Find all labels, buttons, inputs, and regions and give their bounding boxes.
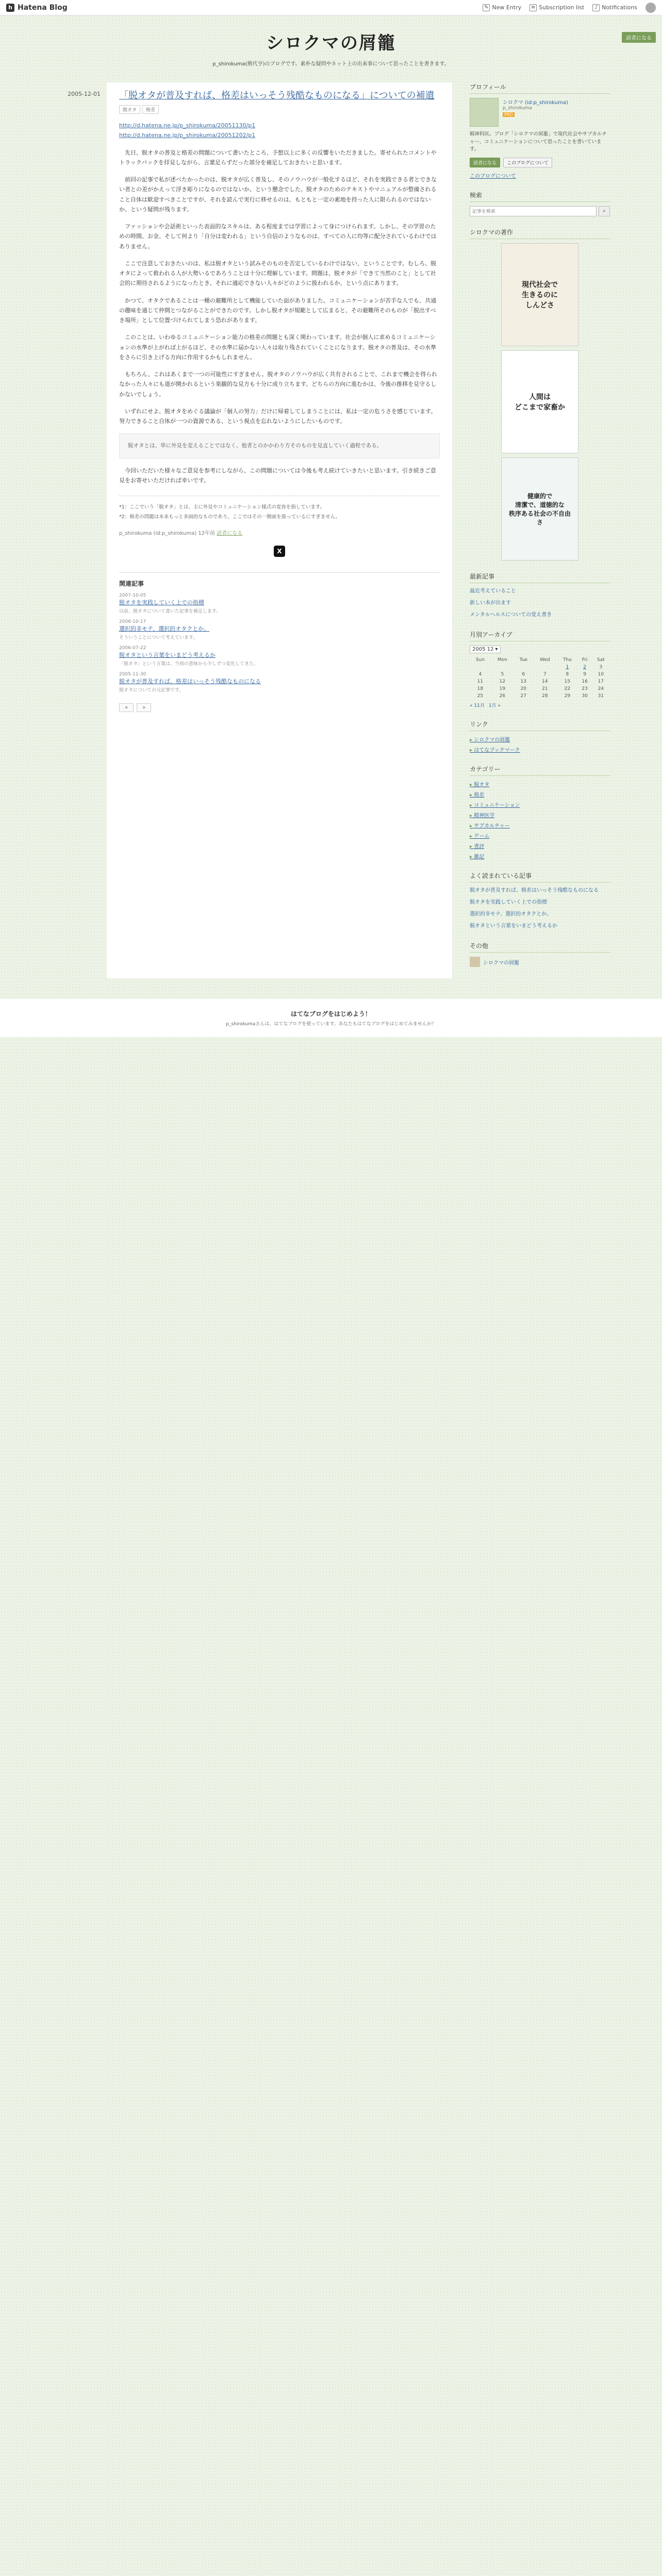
recent-module	[470, 572, 610, 619]
cal-day[interactable]: 1	[566, 665, 569, 670]
popular-item[interactable]: 選択的非モテ、選択的オタクとか。	[470, 911, 552, 918]
subscribe-button[interactable]: 読者になる	[470, 158, 500, 167]
popular-item[interactable]: 脱オタを実践していく上での指標	[470, 900, 547, 906]
cal-day: 16	[582, 679, 588, 685]
body-paragraph: かつて、オタクであることは一種の避難所として機能していた面がありました。コミュニケーションが苦手な人でも、共通の趣味を通じて仲間とつながることができたのです。しかし脱オタが規範として広まると、その避難所そのものが「脱出すべき場所」として位置づけられてしまう恐れがあります。	[119, 297, 437, 324]
cal-day: 17	[598, 679, 604, 685]
about-button[interactable]: このブログについて	[503, 158, 552, 167]
book-cover[interactable]	[501, 457, 578, 561]
popular-module	[470, 871, 610, 930]
cal-header: Tue	[519, 657, 527, 663]
category-item[interactable]: ▸ 格差	[470, 790, 610, 798]
category-item[interactable]: ▸ サブカルチャー	[470, 821, 610, 829]
related-title[interactable]: 選択的非モテ、選択的オタクとか。	[119, 625, 210, 632]
link-item[interactable]: ▸ シロクマの屑籠	[470, 735, 610, 743]
profile-name[interactable]: シロクマ (id:p_shirokuma)	[503, 100, 568, 106]
footer-title[interactable]: はてなブログをはじめよう！	[290, 1010, 371, 1018]
footnote-item: *1：ここでいう「脱オタ」とは、主に外見やコミュニケーション様式の変容を指しています。	[119, 504, 325, 511]
cal-day: 19	[499, 686, 506, 692]
body-paragraph: もちろん、これはあくまで一つの可能性にすぎません。脱オタのノウハウが広く共有されることで、これまで機会を得られなかった人々にも道が開かれるという楽観的な見方も十分に成り立ちます。どちらの方向に進むかは、今後の推移を見守るしかないでしょう。	[119, 371, 438, 398]
book-title: 人間は どこまで家畜か	[515, 393, 565, 412]
entry-links	[119, 121, 440, 140]
pager-prev[interactable]: «	[119, 703, 134, 712]
category-tag[interactable]: 格差	[142, 105, 159, 114]
categories-title: カテゴリー	[470, 765, 610, 776]
sidebar	[470, 82, 610, 978]
cal-day: 24	[598, 686, 604, 692]
archive-next-link[interactable]: 1月 »	[488, 703, 501, 709]
related-title[interactable]: 脱オタが普及すれば、格差はいっそう残酷なものになる	[119, 677, 261, 685]
entry-quote	[119, 433, 440, 458]
cal-day: 9	[583, 672, 587, 677]
category-item[interactable]: ▸ 脱オタ	[470, 780, 610, 788]
recent-title: 最新記事	[470, 572, 610, 583]
cal-day: 7	[543, 672, 547, 677]
entry-link[interactable]: http://d.hatena.ne.jp/p_shirokuma/20051130/p1	[119, 122, 256, 129]
categories-module	[470, 765, 610, 860]
related-item[interactable]	[119, 593, 440, 614]
profile-module	[470, 82, 610, 179]
related-snippet: そういうことについて考えています。	[119, 635, 198, 640]
site-footer	[0, 999, 662, 1037]
profile-title: プロフィール	[470, 82, 610, 94]
entry-article	[107, 82, 452, 978]
new-entry-button[interactable]	[483, 4, 521, 11]
notifications-button[interactable]	[592, 4, 637, 11]
popular-item[interactable]: 脱オタという言葉をいまどう考えるか	[470, 923, 557, 929]
book-title: 現代社会で 生きるのに しんどさ	[522, 281, 558, 310]
cal-day: 18	[477, 686, 484, 692]
search-icon[interactable]: ⌕	[599, 206, 610, 216]
list-icon: ≡	[529, 4, 537, 11]
cal-day: 29	[564, 693, 571, 699]
related-date: 2006-07-22	[119, 645, 146, 651]
cal-day: 23	[582, 686, 588, 692]
body-paragraph: いずれにせよ、脱オタをめぐる議論が「個人の努力」だけに帰着してしまうことには、私は一定の危うさを感じています。努力できること自体が一つの資源である、という視点を忘れないようにしたいものです。	[119, 408, 437, 425]
archive-month-select[interactable]: 2005 12 ▾	[470, 646, 501, 653]
x-share-icon[interactable]: X	[274, 546, 285, 557]
cal-day: 6	[522, 672, 525, 677]
related-snippet: 脱オタについての元記事です。	[119, 687, 184, 693]
cal-day: 28	[542, 693, 548, 699]
links-module	[470, 720, 610, 753]
book-cover[interactable]	[501, 243, 578, 346]
recent-item[interactable]: 新しい本が出ます	[470, 600, 511, 606]
cal-header: Sun	[475, 657, 485, 663]
bell-icon: ♪	[592, 4, 600, 11]
cal-day: 11	[477, 679, 484, 685]
profile-id: p_shirokuma	[503, 106, 533, 111]
archive-calendar	[470, 656, 610, 700]
cal-day: 25	[477, 693, 484, 699]
pencil-icon: ✎	[483, 4, 490, 11]
subscription-list-label: Subscription list	[539, 4, 585, 11]
books-title: シロクマの著作	[470, 228, 610, 239]
cal-day: 26	[499, 693, 506, 699]
blog-title[interactable]: シロクマの屑籠	[266, 33, 396, 54]
cal-day[interactable]: 2	[583, 665, 587, 670]
link-item[interactable]: ▸ はてなブックマーク	[470, 745, 610, 753]
related-title[interactable]: 脱オタという言葉をいまどう考えるか	[119, 651, 216, 658]
archive-prev-link[interactable]: « 11月	[470, 703, 485, 709]
footnote-item: *2：格差の問題は本来もっと多面的なものであり、ここではその一側面を扱っているにすぎません。	[119, 514, 341, 520]
links-title: リンク	[470, 720, 610, 731]
entry-link[interactable]: http://d.hatena.ne.jp/p_shirokuma/20051202/p1	[119, 131, 256, 139]
hatena-logo-icon: h	[6, 4, 14, 12]
recent-item[interactable]: 最近考えていること	[470, 588, 516, 595]
search-module	[470, 191, 610, 216]
user-avatar[interactable]	[646, 3, 656, 13]
readers-button[interactable]: 読者になる	[622, 32, 656, 43]
cal-header: Wed	[540, 657, 550, 663]
entry-categories	[119, 105, 440, 114]
category-item[interactable]: ▸ ゲーム	[470, 832, 610, 839]
hatena-blog-logo[interactable]	[6, 4, 68, 12]
new-entry-label: New Entry	[492, 4, 522, 11]
notifications-label: Notifications	[602, 4, 637, 11]
cal-header: Sat	[597, 657, 605, 663]
page-container	[50, 82, 612, 978]
footnotes	[119, 496, 440, 521]
related-heading: 関連記事	[119, 580, 144, 587]
cal-day: 10	[598, 672, 604, 677]
friend-name: シロクマの屑籠	[483, 960, 519, 966]
body-paragraph: 前回の記事で私が述べたかったのは、脱オタが広く普及し、そのノウハウが一般化するほど、それを実践できる者とできない者との差がかえって浮き彫りになるのではないか、という懸念でした。脱オタのためのテキストやマニュアルが整備されること自体は歓迎すべきことですが、それを読んで実行に移せるのは、もともと一定の素地を持った人に限られるのではないか、という疑問が残ります。	[119, 176, 437, 213]
popular-title: よく読まれている記事	[470, 871, 610, 883]
entry-date[interactable]: 2005-12-01	[68, 91, 101, 97]
entry-footer-subscribe-link[interactable]: 読者になる	[217, 530, 243, 536]
category-item[interactable]: ▸ 雑記	[470, 852, 610, 860]
cal-day: 3	[599, 665, 603, 670]
cal-day: 12	[499, 679, 506, 685]
body-paragraph: 今回いただいた様々なご意見を参考にしながら、この問題については今後も考え続けていきたいと思います。引き続きご意見をお寄せいただければ幸いです。	[119, 467, 436, 484]
profile-avatar[interactable]	[470, 98, 499, 127]
cal-day: 4	[478, 672, 482, 677]
subscription-list-button[interactable]	[529, 4, 584, 11]
popular-item[interactable]: 脱オタが普及すれば、格差はいっそう残酷なものになる	[470, 888, 599, 894]
related-entries	[119, 572, 440, 693]
cal-header: Fri	[582, 657, 588, 663]
friend-module	[470, 941, 610, 967]
cal-day: 27	[520, 693, 526, 699]
category-item[interactable]: ▸ 書評	[470, 842, 610, 850]
search-title: 検索	[470, 191, 610, 202]
cal-header: Mon	[497, 657, 507, 663]
related-date: 2007-10-05	[119, 592, 146, 598]
related-item[interactable]	[119, 646, 440, 667]
cal-day: 20	[520, 686, 526, 692]
cal-day: 14	[542, 679, 548, 685]
related-date: 2005-11-30	[119, 671, 146, 677]
archive-title: 月別アーカイブ	[470, 630, 610, 641]
cal-day: 31	[598, 693, 604, 699]
category-tag[interactable]: 脱オタ	[119, 105, 140, 114]
recent-item[interactable]: メンタルヘルスについての覚え書き	[470, 612, 552, 618]
cal-day: 30	[582, 693, 588, 699]
body-paragraph: ファッションや会話術といった表面的なスキルは、ある程度までは学習によって身につけられます。しかし、その学習のための時間、お金、そして何より「自分は変われる」という自信のようなものは、すべての人に均等に配分されているわけではありません。	[119, 223, 437, 250]
friend-avatar	[470, 957, 480, 967]
cal-day	[533, 664, 557, 671]
cal-day: 22	[564, 686, 571, 692]
related-title[interactable]: 脱オタを実践していく上での指標	[119, 599, 204, 606]
global-header	[0, 0, 662, 15]
body-paragraph: このことは、いわゆるコミュニケーション能力の格差の問題とも深く関わっています。社会が個人に求めるコミュニケーションの水準が上がれば上がるほど、その水準に届かない人々は取り残されていくことになります。脱オタの普及は、その水準をさらに引き上げる方向に作用するかもしれません。	[119, 334, 437, 361]
main-column	[50, 82, 452, 978]
pager-next[interactable]: »	[137, 703, 151, 712]
cal-day	[514, 664, 533, 671]
friend-item[interactable]	[470, 957, 610, 967]
cal-day	[491, 664, 514, 671]
cal-day: 8	[566, 672, 569, 677]
archive-module	[470, 630, 610, 708]
entry-body	[119, 148, 440, 486]
cal-day: 15	[564, 679, 571, 685]
search-input[interactable]	[470, 206, 597, 216]
cal-day: 5	[501, 672, 504, 677]
pro-badge: PRO	[503, 112, 515, 117]
related-item[interactable]	[119, 619, 440, 640]
cal-day: 21	[542, 686, 548, 692]
quote-text: 脱オタとは、単に外見を変えることではなく、他者とのかかわり方そのものを見直していく過程である。	[128, 443, 383, 449]
category-item[interactable]: ▸ 精神医学	[470, 811, 610, 819]
hatena-blog-wordmark: Hatena Blog	[18, 3, 68, 12]
related-item[interactable]	[119, 672, 440, 693]
books-module	[470, 228, 610, 561]
body-paragraph: 先日、脱オタの普及と格差の問題について書いたところ、予想以上に多くの反響をいただきました。寄せられたコメントやトラックバックを拝見しながら、言葉足らずだった部分を補足しておきたいと思います。	[119, 149, 437, 166]
book-cover[interactable]	[501, 350, 578, 453]
cal-day: 13	[520, 679, 526, 685]
body-paragraph: ここで注意しておきたいのは、私は脱オタという試みそのものを否定しているわけではない、ということです。むしろ、脱オタによって救われる人が大勢いるであろうことは十分に理解しています。問題は、脱オタが「できて当然のこと」として社会的に期待されるようになったとき、それに適応できない人々がどのように扱われるか、という点にあります。	[119, 260, 437, 287]
cal-day	[470, 664, 491, 671]
friend-title: その他	[470, 941, 610, 953]
category-item[interactable]: ▸ コミュニケーション	[470, 801, 610, 808]
entry-title[interactable]: 「脱オタが普及すれば、格差はいっそう残酷なものになる」についての補遺	[119, 90, 435, 101]
book-title: 健康的で 清潔で、道徳的な 秩序ある社会の不自由さ	[508, 493, 571, 527]
entry-footer	[119, 529, 440, 536]
related-date: 2006-10-17	[119, 619, 146, 624]
blog-header	[0, 15, 662, 82]
related-snippet: 以前、脱オタについて書いた記事を補足します。	[119, 608, 221, 614]
blog-description: p_shirokuma(熊代亨)のブログです。素朴な疑問やネット上の出来事について思ったことを書きます。	[212, 61, 450, 67]
cal-header: Thu	[562, 657, 572, 663]
entry-footer-meta: p_shirokuma (id:p_shirokuma) 12年前	[119, 530, 217, 536]
profile-description: 精神科医。ブログ「シロクマの屑籠」で現代社会やサブカルチャー、コミュニケーションについて思ったことを書いています。	[470, 131, 607, 152]
footer-subtitle: p_shirokumaさんは、はてなブログを使っています。あなたもはてなブログをはじめてみませんか？	[226, 1022, 436, 1027]
about-blog-link[interactable]: このブログについて	[470, 174, 516, 180]
related-snippet: 「脱オタ」という言葉は、当初の意味から少しずつ変化してきた。	[119, 661, 259, 667]
pager	[119, 703, 440, 712]
